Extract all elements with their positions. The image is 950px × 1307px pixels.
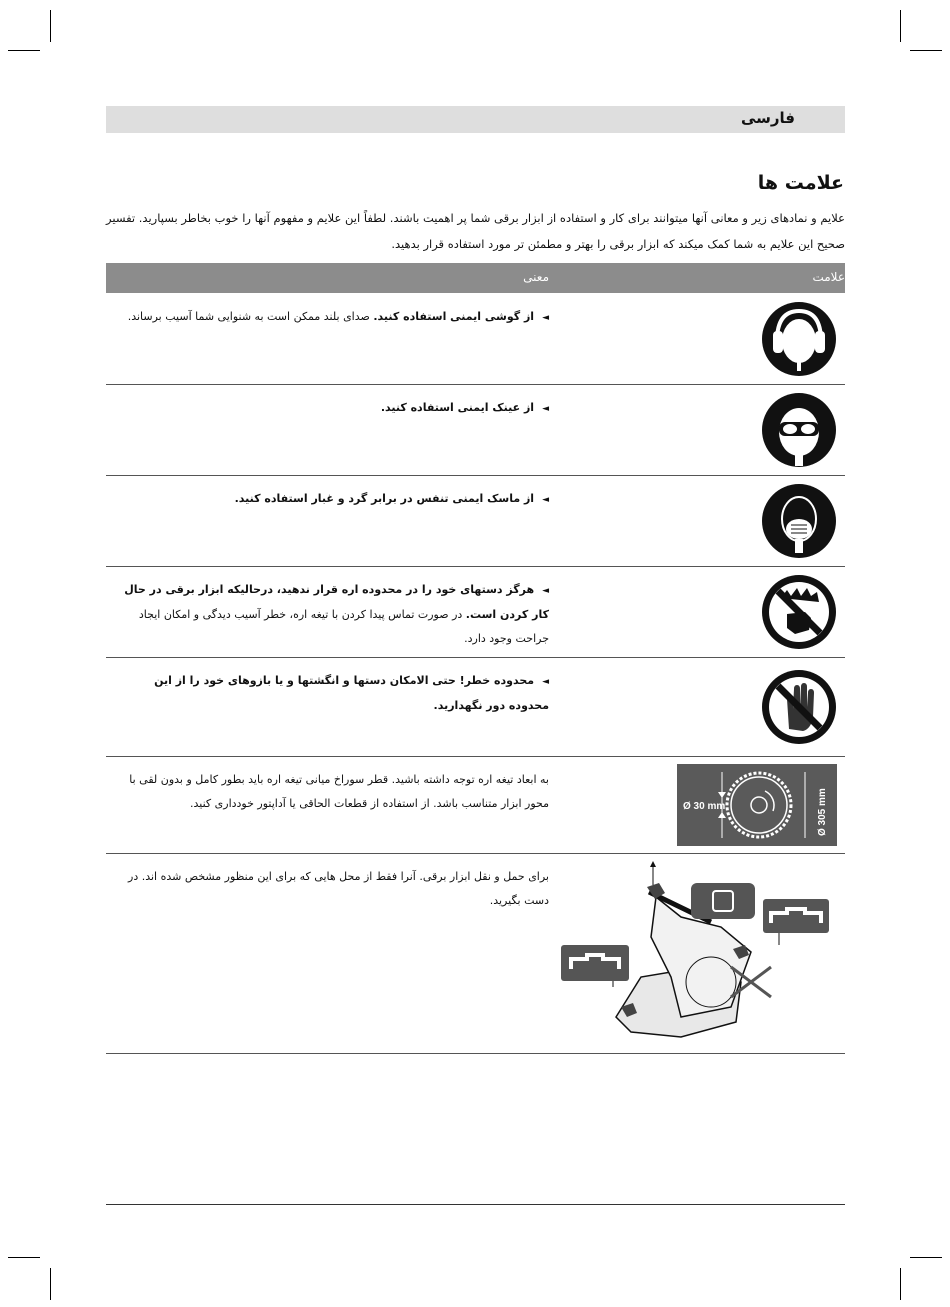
crop-mark xyxy=(910,50,942,51)
table-header xyxy=(106,263,845,293)
crop-mark xyxy=(8,1257,40,1258)
table-row xyxy=(106,293,845,385)
row-meaning-bold: از گوشی ایمنی استفاده کنید. xyxy=(373,310,535,323)
row-meaning xyxy=(124,578,549,651)
crop-mark xyxy=(910,1257,942,1258)
blade-outer-diameter-label: Ø 305 mm xyxy=(817,788,828,836)
carry-handles-icon xyxy=(561,857,841,1047)
ear-protection-icon xyxy=(761,301,837,377)
crop-mark xyxy=(900,1268,901,1300)
table-row xyxy=(106,475,845,567)
row-meaning xyxy=(124,305,549,330)
row-meaning-text: صدای بلند ممکن است به شنوایی شما آسیب برساند. xyxy=(127,310,374,323)
table-row xyxy=(106,853,845,1054)
bullet-arrow-icon: ◄ xyxy=(542,586,549,596)
row-meaning-text: برای حمل و نقل ابزار برقی. آنرا فقط از محل هایی که برای این منظور مشخص شده اند. در دست بگیرید. xyxy=(128,870,549,907)
row-meaning xyxy=(124,396,549,421)
table-row xyxy=(106,384,845,476)
table-row xyxy=(106,657,845,757)
safety-goggles-icon xyxy=(761,392,837,468)
bullet-arrow-icon: ◄ xyxy=(542,677,549,687)
crop-mark xyxy=(50,1268,51,1300)
no-gloves-icon xyxy=(761,669,837,745)
dust-mask-icon xyxy=(761,483,837,559)
bullet-arrow-icon: ◄ xyxy=(542,313,549,323)
crop-mark xyxy=(8,50,40,51)
row-meaning-bold: هرگز دستهای خود را در محدوده اره قرار ندهید، درحالیکه ابزار برقی در حال کار کردن است. xyxy=(124,583,549,621)
row-meaning xyxy=(124,865,549,913)
bullet-arrow-icon: ◄ xyxy=(542,404,549,414)
row-meaning-bold: از ماسک ایمنی تنفس در برابر گرد و غبار استفاده کنید. xyxy=(234,492,535,505)
crop-mark xyxy=(900,10,901,42)
column-header-symbols: علامت xyxy=(812,270,845,284)
row-meaning xyxy=(124,487,549,512)
table-row xyxy=(106,756,845,854)
intro-paragraph: علایم و نمادهای زیر و معانی آنها میتوانند برای کار و استفاده از ابزار برقی شما پر اهمیت باشند. لطفاً این علایم و مفهوم آنها را خوب بخاطر بسپارید. تفسیر صحیح این علایم به شما کمک میکند که ابزار برقی را بهتر و مطمئن تر مورد استفاده قرار بدهید. xyxy=(106,211,845,251)
column-header-meaning: معنی xyxy=(523,270,549,284)
no-hands-near-blade-icon xyxy=(761,574,837,650)
footer-divider xyxy=(106,1204,845,1205)
row-meaning-bold: محدوده خطر! حتی الامکان دستها و انگشتها و یا بازوهای خود را از این محدوده دور نگهدارید. xyxy=(154,674,549,712)
row-meaning-text: در صورت تماس پیدا کردن با تیغه اره، خطر آسیب دیدگی و امکان ایجاد جراحت وجود دارد. xyxy=(138,608,549,645)
row-meaning xyxy=(124,669,549,718)
section-title: علامت ها xyxy=(757,172,844,194)
language-header-bar xyxy=(106,106,845,133)
bullet-arrow-icon: ◄ xyxy=(542,495,549,505)
crop-mark xyxy=(50,10,51,42)
row-meaning xyxy=(124,768,549,816)
row-meaning-text: به ابعاد تیغه اره توجه داشته باشید. قطر سوراخ میانی تیغه اره باید بطور کامل و بدون لقی با محور ابزار متناسب باشد. از استفاده از قطعات الحاقی یا آداپتور خودداری کنید. xyxy=(129,773,549,810)
language-label: فارسی xyxy=(740,109,795,127)
blade-inner-diameter-label: Ø 30 mm xyxy=(683,801,726,812)
table-row xyxy=(106,566,845,658)
saw-blade-dimensions-icon xyxy=(677,764,837,846)
row-meaning-bold: از عینک ایمنی استفاده کنید. xyxy=(380,401,535,414)
